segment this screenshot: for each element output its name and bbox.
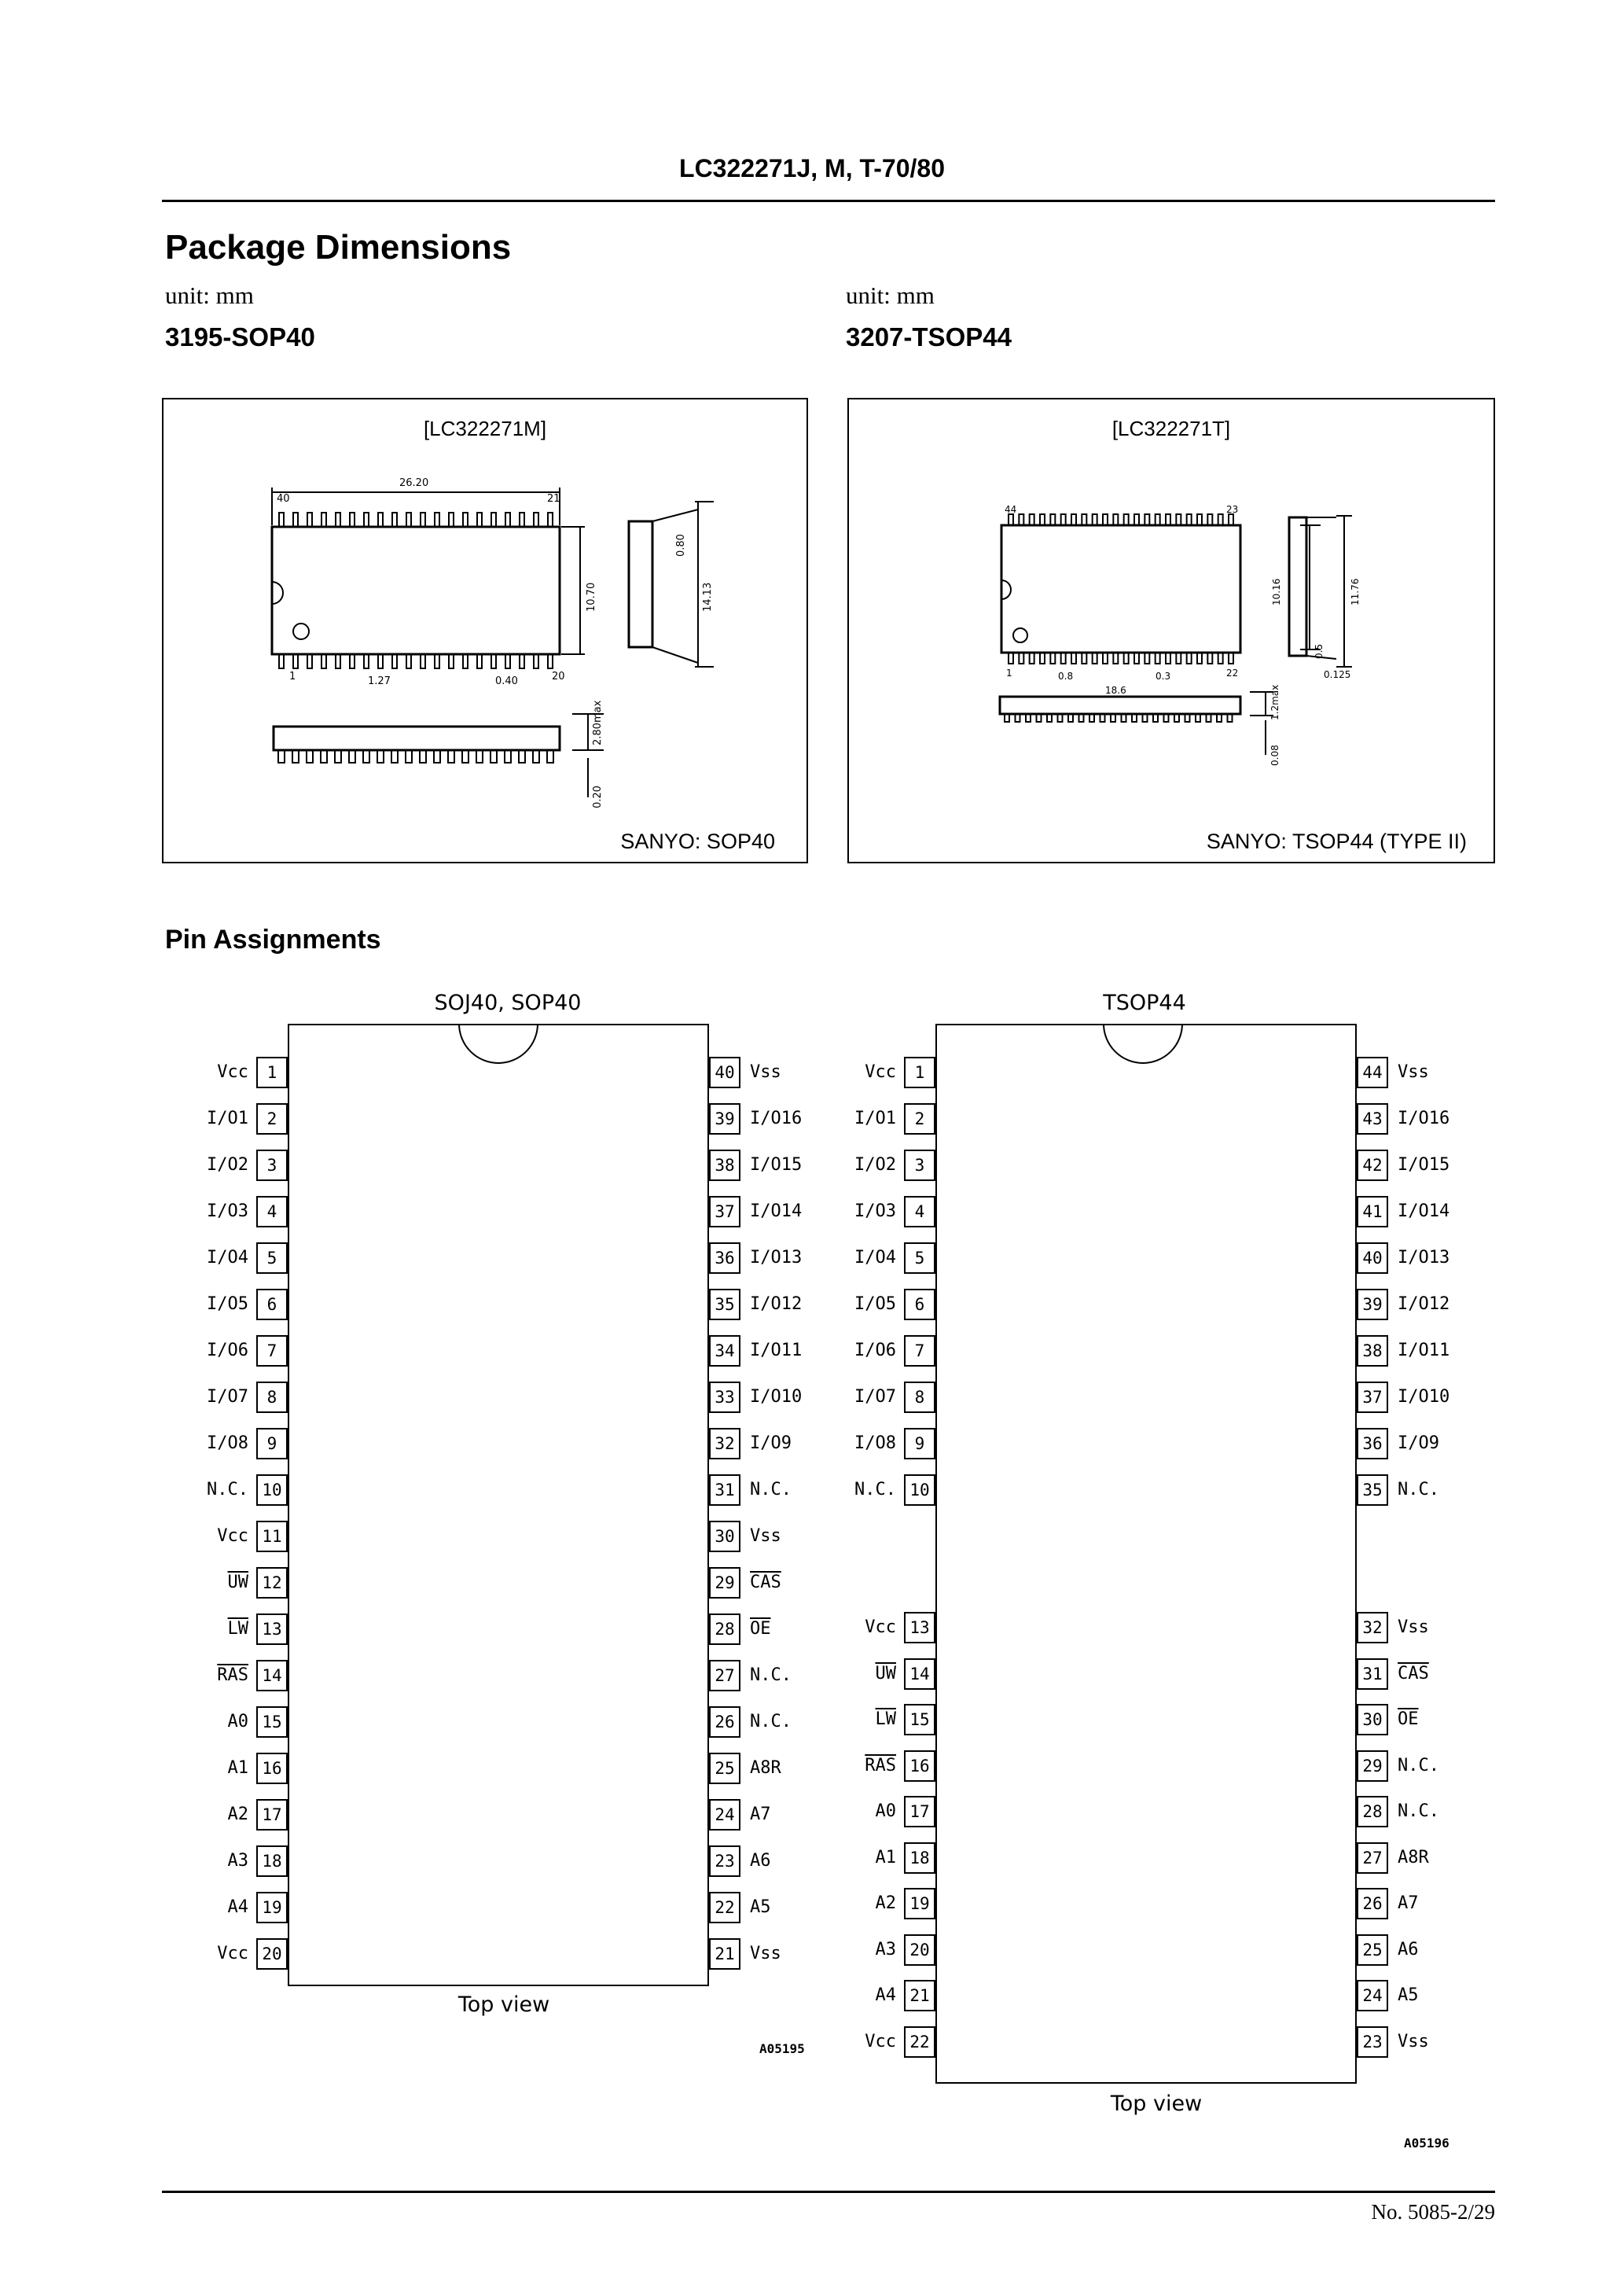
- pin-number: 6: [904, 1289, 935, 1320]
- soj40-top-view-label: Top view: [457, 1992, 550, 2017]
- tsop44-dim-thickness: 1.2max: [1269, 684, 1280, 720]
- pin-number: 29: [709, 1567, 740, 1599]
- pin-number: 37: [1357, 1382, 1388, 1413]
- sop40-dim-leadwidth: 0.40: [495, 675, 518, 687]
- pin-name: $\overline{OE}$: [1398, 1709, 1419, 1729]
- pin-number: 13: [904, 1612, 935, 1643]
- pin-name: A7: [1398, 1893, 1419, 1913]
- pin-number: 5: [904, 1242, 935, 1274]
- tsop44-pin22-label: 22: [1226, 668, 1239, 679]
- soj40-figure-code: A05195: [759, 2041, 805, 2056]
- pin-number: 32: [1357, 1612, 1388, 1643]
- pin-number: 23: [1357, 2026, 1388, 2058]
- pin-name: I/O3: [854, 1201, 896, 1221]
- pin-name: N.C.: [750, 1480, 792, 1499]
- pin-name: N.C.: [750, 1665, 792, 1685]
- pin-name: N.C.: [750, 1712, 792, 1731]
- pin-number: 38: [709, 1150, 740, 1181]
- pin-number: 30: [1357, 1704, 1388, 1735]
- pin-name: I/O3: [207, 1201, 248, 1221]
- pin-number: 7: [256, 1335, 288, 1367]
- pin-name: I/O12: [750, 1294, 803, 1314]
- pin-name: N.C.: [1398, 1480, 1439, 1499]
- pin-name: I/O13: [750, 1248, 803, 1268]
- pin-name: I/O8: [207, 1433, 248, 1453]
- pin-number: 11: [256, 1521, 288, 1552]
- pin-number: 36: [709, 1242, 740, 1274]
- pin-number: 27: [709, 1660, 740, 1691]
- pin-name: $\overline{RAS}$: [865, 1755, 896, 1775]
- pin-name: A5: [1398, 1985, 1419, 2005]
- pin-name: Vcc: [217, 1526, 248, 1546]
- pin-number: 6: [256, 1289, 288, 1320]
- pin-number: 22: [904, 2026, 935, 2058]
- pin-number: 16: [904, 1750, 935, 1782]
- pin-number: 18: [904, 1842, 935, 1874]
- pin-name: A6: [750, 1851, 771, 1871]
- pin-name: $\overline{LW}$: [875, 1709, 896, 1729]
- sop40-pin40-label: 40: [277, 493, 290, 505]
- tsop44-pin1-label: 1: [1006, 668, 1012, 679]
- pin-name: I/O7: [207, 1387, 248, 1407]
- pin-number: 33: [709, 1382, 740, 1413]
- page-number: No. 5085-2/29: [1371, 2200, 1495, 2224]
- pin-name: A2: [875, 1893, 896, 1913]
- soj40-notch: [456, 1024, 541, 1071]
- pin-number: 20: [256, 1938, 288, 1970]
- pin-name: N.C.: [207, 1480, 248, 1499]
- pin-name: A1: [875, 1847, 896, 1867]
- tsop44-dim-length: 18.6: [1105, 685, 1126, 696]
- pin-name: I/O13: [1398, 1248, 1450, 1268]
- pin-number: 34: [709, 1335, 740, 1367]
- tsop44-drawing-box: [847, 398, 1495, 863]
- pin-name: I/O15: [750, 1155, 803, 1175]
- pin-number: 31: [709, 1474, 740, 1506]
- pin-number: 32: [709, 1428, 740, 1459]
- pin-number: 22: [709, 1892, 740, 1923]
- pin-number: 37: [709, 1196, 740, 1227]
- pin-name: Vcc: [865, 2031, 896, 2051]
- pin-name: I/O11: [1398, 1341, 1450, 1360]
- pin-name: I/O14: [1398, 1201, 1450, 1221]
- pin-name: Vss: [750, 1944, 781, 1963]
- pin-name: A3: [227, 1851, 248, 1871]
- pin-number: 35: [709, 1289, 740, 1320]
- pin-name: I/O8: [854, 1433, 896, 1453]
- sop40-pin20-label: 20: [552, 671, 565, 683]
- pin-name: A4: [227, 1897, 248, 1917]
- pin-number: 17: [256, 1799, 288, 1831]
- pin-number: 15: [256, 1706, 288, 1738]
- pin-name: $\overline{UW}$: [875, 1663, 896, 1683]
- header-rule: [162, 200, 1495, 202]
- tsop44-chip-title: TSOP44: [1103, 991, 1186, 1015]
- pin-number: 17: [904, 1796, 935, 1827]
- pin-name: I/O10: [1398, 1387, 1450, 1407]
- pin-number: 30: [709, 1521, 740, 1552]
- pin-number: 27: [1357, 1842, 1388, 1874]
- pin-name: I/O16: [1398, 1109, 1450, 1128]
- pin-number: 29: [1357, 1750, 1388, 1782]
- sop40-part-label: [LC322271M]: [423, 417, 547, 440]
- pin-name: I/O4: [854, 1248, 896, 1268]
- pin-name: A5: [750, 1897, 771, 1917]
- left-unit-label: unit: mm: [165, 281, 254, 309]
- tsop44-maker-label: SANYO: TSOP44 (TYPE II): [1206, 830, 1467, 853]
- pin-number: 12: [256, 1567, 288, 1599]
- pin-name: $\overline{LW}$: [227, 1619, 248, 1639]
- pin-name: Vss: [1398, 1617, 1429, 1637]
- pin-number: 24: [709, 1799, 740, 1831]
- pin-number: 43: [1357, 1103, 1388, 1135]
- pin-name: I/O6: [207, 1341, 248, 1360]
- pin-number: 36: [1357, 1428, 1388, 1459]
- pin-number: 26: [709, 1706, 740, 1738]
- right-unit-label: unit: mm: [846, 281, 935, 309]
- sop40-outline-drawing: [164, 399, 806, 862]
- pin-number: 14: [256, 1660, 288, 1691]
- pin-name: $\overline{CAS}$: [750, 1573, 781, 1592]
- sop40-dim-pitch: 1.27: [368, 675, 391, 687]
- pin-name: I/O12: [1398, 1294, 1450, 1314]
- pin-name: I/O5: [207, 1294, 248, 1314]
- pin-number: 38: [1357, 1335, 1388, 1367]
- tsop44-pin44-label: 44: [1005, 504, 1017, 515]
- pin-number: 8: [256, 1382, 288, 1413]
- pin-number: 25: [1357, 1934, 1388, 1966]
- pin-number: 24: [1357, 1980, 1388, 2011]
- pin-name: A7: [750, 1805, 771, 1824]
- pin-name: I/O14: [750, 1201, 803, 1221]
- pin-number: 39: [1357, 1289, 1388, 1320]
- sop40-maker-label: SANYO: SOP40: [620, 830, 775, 853]
- sop40-pin21-label: 21: [547, 493, 560, 505]
- sop40-drawing-box: [162, 398, 808, 863]
- pin-name: N.C.: [1398, 1755, 1439, 1775]
- pin-number: 35: [1357, 1474, 1388, 1506]
- pin-number: 21: [904, 1980, 935, 2011]
- pin-name: I/O9: [750, 1433, 792, 1453]
- pin-number: 8: [904, 1382, 935, 1413]
- tsop44-top-view-label: Top view: [1110, 2092, 1203, 2116]
- pin-number: 7: [904, 1335, 935, 1367]
- tsop44-figure-code: A05196: [1404, 2136, 1449, 2151]
- package-dimensions-title: Package Dimensions: [165, 228, 512, 267]
- pin-name: I/O2: [207, 1155, 248, 1175]
- pin-name: I/O4: [207, 1248, 248, 1268]
- pin-number: 2: [256, 1103, 288, 1135]
- pin-name: A0: [227, 1712, 248, 1731]
- pin-name: $\overline{OE}$: [750, 1619, 771, 1639]
- pin-name: A0: [875, 1801, 896, 1821]
- pin-number: 15: [904, 1704, 935, 1735]
- pin-name: I/O10: [750, 1387, 803, 1407]
- pin-name: A1: [227, 1758, 248, 1778]
- pin-number: 10: [256, 1474, 288, 1506]
- pin-number: 21: [709, 1938, 740, 1970]
- pin-name: Vcc: [865, 1062, 896, 1082]
- pin-name: A6: [1398, 1939, 1419, 1959]
- sop40-dim-standoff: 0.20: [592, 786, 604, 808]
- pin-number: 4: [904, 1196, 935, 1227]
- right-package-code: 3207-TSOP44: [846, 322, 1012, 351]
- tsop44-dim-width: 10.16: [1271, 578, 1282, 605]
- pin-number: 1: [904, 1057, 935, 1088]
- pin-number: 41: [1357, 1196, 1388, 1227]
- pin-name: I/O1: [207, 1109, 248, 1128]
- pin-number: 2: [904, 1103, 935, 1135]
- pin-number: 4: [256, 1196, 288, 1227]
- pin-number: 40: [709, 1057, 740, 1088]
- pin-name: $\overline{RAS}$: [217, 1665, 248, 1685]
- tsop44-outline-drawing: [849, 399, 1494, 862]
- tsop44-chip-body: [935, 1024, 1357, 2084]
- pin-number: 42: [1357, 1150, 1388, 1181]
- soj40-chip-title: SOJ40, SOP40: [434, 991, 582, 1015]
- sop40-dim-width: 10.70: [586, 582, 597, 612]
- pin-number: 13: [256, 1613, 288, 1645]
- pin-name: Vss: [1398, 2031, 1429, 2051]
- pin-number: 19: [256, 1892, 288, 1923]
- pin-name: Vss: [750, 1526, 781, 1546]
- pin-name: N.C.: [1398, 1801, 1439, 1821]
- tsop44-dim-leadwidth: 0.3: [1156, 671, 1171, 682]
- tsop44-dim-pitch: 0.8: [1058, 671, 1074, 682]
- pin-name: Vss: [750, 1062, 781, 1082]
- pin-number: 39: [709, 1103, 740, 1135]
- pin-number: 31: [1357, 1658, 1388, 1690]
- pin-number: 28: [709, 1613, 740, 1645]
- pin-number: 23: [709, 1845, 740, 1877]
- pin-number: 44: [1357, 1057, 1388, 1088]
- pin-name: I/O11: [750, 1341, 803, 1360]
- pin-number: 40: [1357, 1242, 1388, 1274]
- pin-number: 9: [256, 1428, 288, 1459]
- pin-number: 10: [904, 1474, 935, 1506]
- soj40-chip-body: [288, 1024, 709, 1986]
- pin-number: 16: [256, 1753, 288, 1784]
- pin-name: N.C.: [854, 1480, 896, 1499]
- pin-name: Vcc: [217, 1062, 248, 1082]
- pin-number: 9: [904, 1428, 935, 1459]
- pin-name: I/O6: [854, 1341, 896, 1360]
- pin-number: 5: [256, 1242, 288, 1274]
- tsop44-pin23-label: 23: [1226, 504, 1239, 515]
- sop40-dim-lead: 0.80: [675, 534, 687, 557]
- pin-name: A3: [875, 1939, 896, 1959]
- footer-rule: [162, 2191, 1495, 2193]
- pin-name: I/O2: [854, 1155, 896, 1175]
- pin-name: I/O16: [750, 1109, 803, 1128]
- tsop44-part-label: [LC322271T]: [1111, 417, 1231, 440]
- pin-number: 19: [904, 1888, 935, 1919]
- pin-name: I/O5: [854, 1294, 896, 1314]
- pin-name: Vcc: [217, 1944, 248, 1963]
- sop40-dim-length: 26.20: [399, 477, 429, 489]
- pin-name: A2: [227, 1805, 248, 1824]
- pin-name: A8R: [750, 1758, 781, 1778]
- pin-name: Vcc: [865, 1617, 896, 1637]
- pin-assignments-title: Pin Assignments: [165, 925, 381, 955]
- pin-number: 20: [904, 1934, 935, 1966]
- pin-number: 26: [1357, 1888, 1388, 1919]
- pin-name: I/O7: [854, 1387, 896, 1407]
- pin-name: $\overline{UW}$: [227, 1573, 248, 1592]
- pin-name: $\overline{CAS}$: [1398, 1663, 1429, 1683]
- pin-number: 18: [256, 1845, 288, 1877]
- pin-number: 3: [256, 1150, 288, 1181]
- document-header-title: LC322271J, M, T-70/80: [679, 154, 945, 182]
- tsop44-dim-standoff: 0.08: [1269, 745, 1280, 766]
- pin-name: A4: [875, 1985, 896, 2005]
- pin-number: 25: [709, 1753, 740, 1784]
- pin-name: A8R: [1398, 1847, 1429, 1867]
- pin-number: 1: [256, 1057, 288, 1088]
- pin-name: I/O15: [1398, 1155, 1450, 1175]
- sop40-pin1-label: 1: [289, 671, 296, 683]
- sop40-dim-height: 14.13: [702, 582, 714, 612]
- pin-name: I/O9: [1398, 1433, 1439, 1453]
- tsop44-dim-height: 11.76: [1350, 578, 1361, 605]
- tsop44-notch: [1100, 1024, 1185, 1071]
- pin-name: I/O1: [854, 1109, 896, 1128]
- tsop44-dim-lead: 0.5: [1314, 643, 1325, 659]
- pin-number: 14: [904, 1658, 935, 1690]
- pin-number: 28: [1357, 1796, 1388, 1827]
- pin-number: 3: [904, 1150, 935, 1181]
- pin-name: Vss: [1398, 1062, 1429, 1082]
- tsop44-dim-leadthick: 0.125: [1324, 669, 1351, 680]
- sop40-dim-thickness: 2.80max: [592, 700, 604, 745]
- left-package-code: 3195-SOP40: [165, 322, 315, 351]
